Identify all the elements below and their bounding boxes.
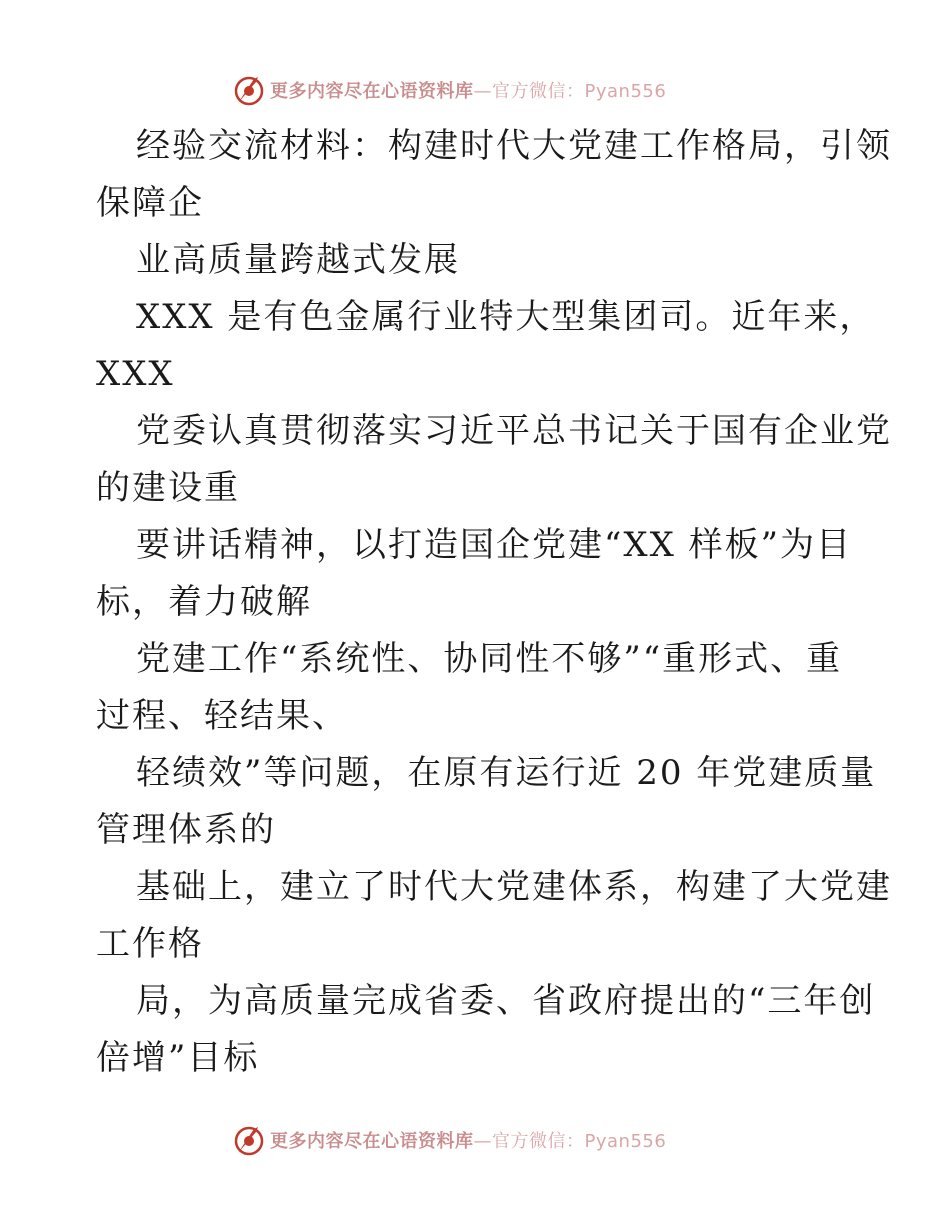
text-line: 基础上，建立了时代大党建体系，构建了大党建 [136,867,892,907]
text-line: 经验交流材料：构建时代大党建工作格局，引领 [136,126,892,166]
header-banner-text: 更多内容尽在心语资料库—官方微信：Pyan556 [270,81,667,102]
text-line: 保障企 [96,183,204,223]
text-line: 工作格 [96,924,204,964]
quill-logo-icon [232,1123,266,1157]
document-body [96,118,892,1087]
text-line: 业高质量跨越式发展 [136,240,460,280]
footer-banner [232,1122,666,1158]
text-line: 管理体系的 [96,810,276,850]
footer-banner-text: 更多内容尽在心语资料库—官方微信：Pyan556 [270,1131,667,1152]
text-line: 党委认真贯彻落实习近平总书记关于国有企业党 [136,411,892,451]
text-line: 局，为高质量完成省委、省政府提出的“三年创 [136,981,876,1021]
text-line: 要讲话精神，以打造国企党建“XX 样板”为目 [136,525,852,565]
text-line: XXX 是有色金属行业特大型集团司。近年来， [136,297,876,337]
header-banner [232,72,666,108]
text-line: 的建设重 [96,468,240,508]
text-line: 倍增”目标 [96,1038,260,1078]
text-line: 轻绩效”等问题，在原有运行近 20 年党建质量 [136,753,877,793]
quill-logo-icon [232,73,266,107]
text-line: 标，着力破解 [96,582,312,622]
text-line: 党建工作“系统性、协同性不够”“重形式、重 [136,639,843,679]
text-line: XXX [96,354,175,394]
text-line: 过程、轻结果、 [96,696,348,736]
